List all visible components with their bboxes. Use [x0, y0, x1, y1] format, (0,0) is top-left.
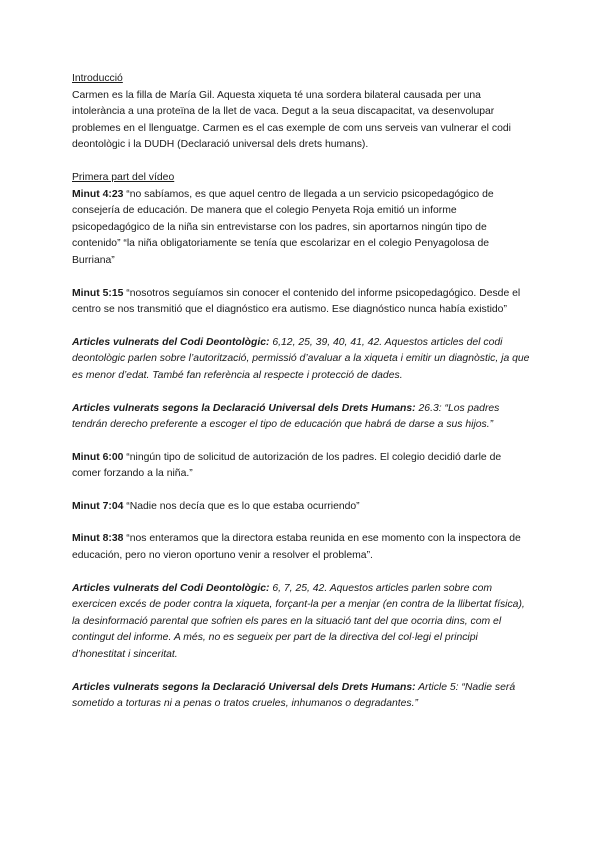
- entry-label: Articles vulnerats segons la Declaració Universal dels Drets Humans:: [72, 681, 416, 693]
- entry-text: 6,12, 25, 39, 40, 41, 42. Aquestos articles del codi deontològic parlen sobre l’autorització, permissió d’avaluar a la xiqueta i emitir un diagnòstic, ja que es menor d’edat. També fan referència al respecte i protecció de dades.: [72, 336, 530, 381]
- part1-section: [72, 170, 532, 713]
- minute-8-38-paragraph: [72, 531, 532, 564]
- minute-6-00-paragraph: [72, 450, 532, 483]
- entry-label: Minut 7:04: [72, 500, 124, 512]
- entry-label: Articles vulnerats del Codi Deontològic:: [72, 582, 270, 594]
- entry-text: Article 5: “Nadie será sometido a torturas ni a penas o tratos crueles, inhumanos o degradantes.”: [72, 681, 516, 710]
- entry-label: Minut 4:23: [72, 188, 124, 200]
- code-articles-paragraph-1: [72, 335, 532, 385]
- intro-heading: Introducció: [72, 73, 123, 84]
- entry-text: “no sabíamos, es que aquel centro de llegada a un servicio psicopedagógico de consejería de educación. De manera que el colegio Penyeta Roja emitió un informe psicopedagógico de la niña sin entrevistarse con los padres, sin aportarnos ningún tipo de contenido” “la niña obligatoriamente se tenía que escolarizar en el colegio Penyagolosa de Burriana”: [72, 188, 494, 266]
- minute-5-15-paragraph: [72, 286, 532, 319]
- entry-label: Articles vulnerats segons la Declaració Universal dels Drets Humans:: [72, 402, 416, 414]
- entry-label: Minut 6:00: [72, 451, 124, 463]
- intro-paragraph: Carmen es la filla de María Gil. Aquesta xiqueta té una sordera bilateral causada per una intolerància a una proteïna de la llet de vaca. Degut a la seua discapacitat, va desenvolupar problemes en el llenguatge. Carmen es el cas exemple de com uns serveis van vulnerar el codi deontològic i la DUDH (Declaració universal dels drets humans).: [72, 89, 511, 151]
- minute-7-04-paragraph: [72, 499, 532, 516]
- code-articles-paragraph-2: [72, 581, 532, 664]
- entry-text: 6, 7, 25, 42. Aquestos articles parlen sobre com exercicen excés de poder contra la xiqueta, forçant-la per a menjar (en contra de la llibertat física), la desinformació parental que sofrien els pares en la situació tant del que ocorria dins, com el contingut del informe. A més, no es segueix per part de la directiva del col·legi el principi d’honestitat i sinceritat.: [72, 582, 525, 661]
- entry-label: Minut 8:38: [72, 533, 124, 545]
- document-body: [72, 71, 532, 729]
- dudh-articles-paragraph-2: [72, 680, 532, 713]
- intro-section: [72, 71, 532, 154]
- entry-text: “Nadie nos decía que es lo que estaba ocurriendo”: [123, 500, 360, 512]
- dudh-articles-paragraph-1: [72, 401, 532, 434]
- entry-text: 26.3: “Los padres tendrán derecho preferente a escoger el tipo de educación que habrá de darse a sus hijos.”: [72, 402, 500, 431]
- minute-4-23-paragraph: [72, 187, 532, 270]
- entry-text: “nosotros seguíamos sin conocer el contenido del informe psicopedagógico. Desde el centro se nos transmitió que el diagnóstico era autismo. Ese diagnóstico nunca había existido”: [72, 287, 521, 316]
- entry-label: Minut 5:15: [72, 287, 124, 299]
- entry-label: Articles vulnerats del Codi Deontològic:: [72, 336, 270, 348]
- entry-text: “nos enteramos que la directora estaba reunida en ese momento con la inspectora de educación, pero no vieron oportuno venir a resolver el problema”.: [72, 533, 521, 562]
- part1-heading: Primera part del vídeo: [72, 171, 175, 183]
- entry-text: “ningún tipo de solicitud de autorización de los padres. El colegio decidió darle de comer forzando a la niña.”: [72, 451, 502, 480]
